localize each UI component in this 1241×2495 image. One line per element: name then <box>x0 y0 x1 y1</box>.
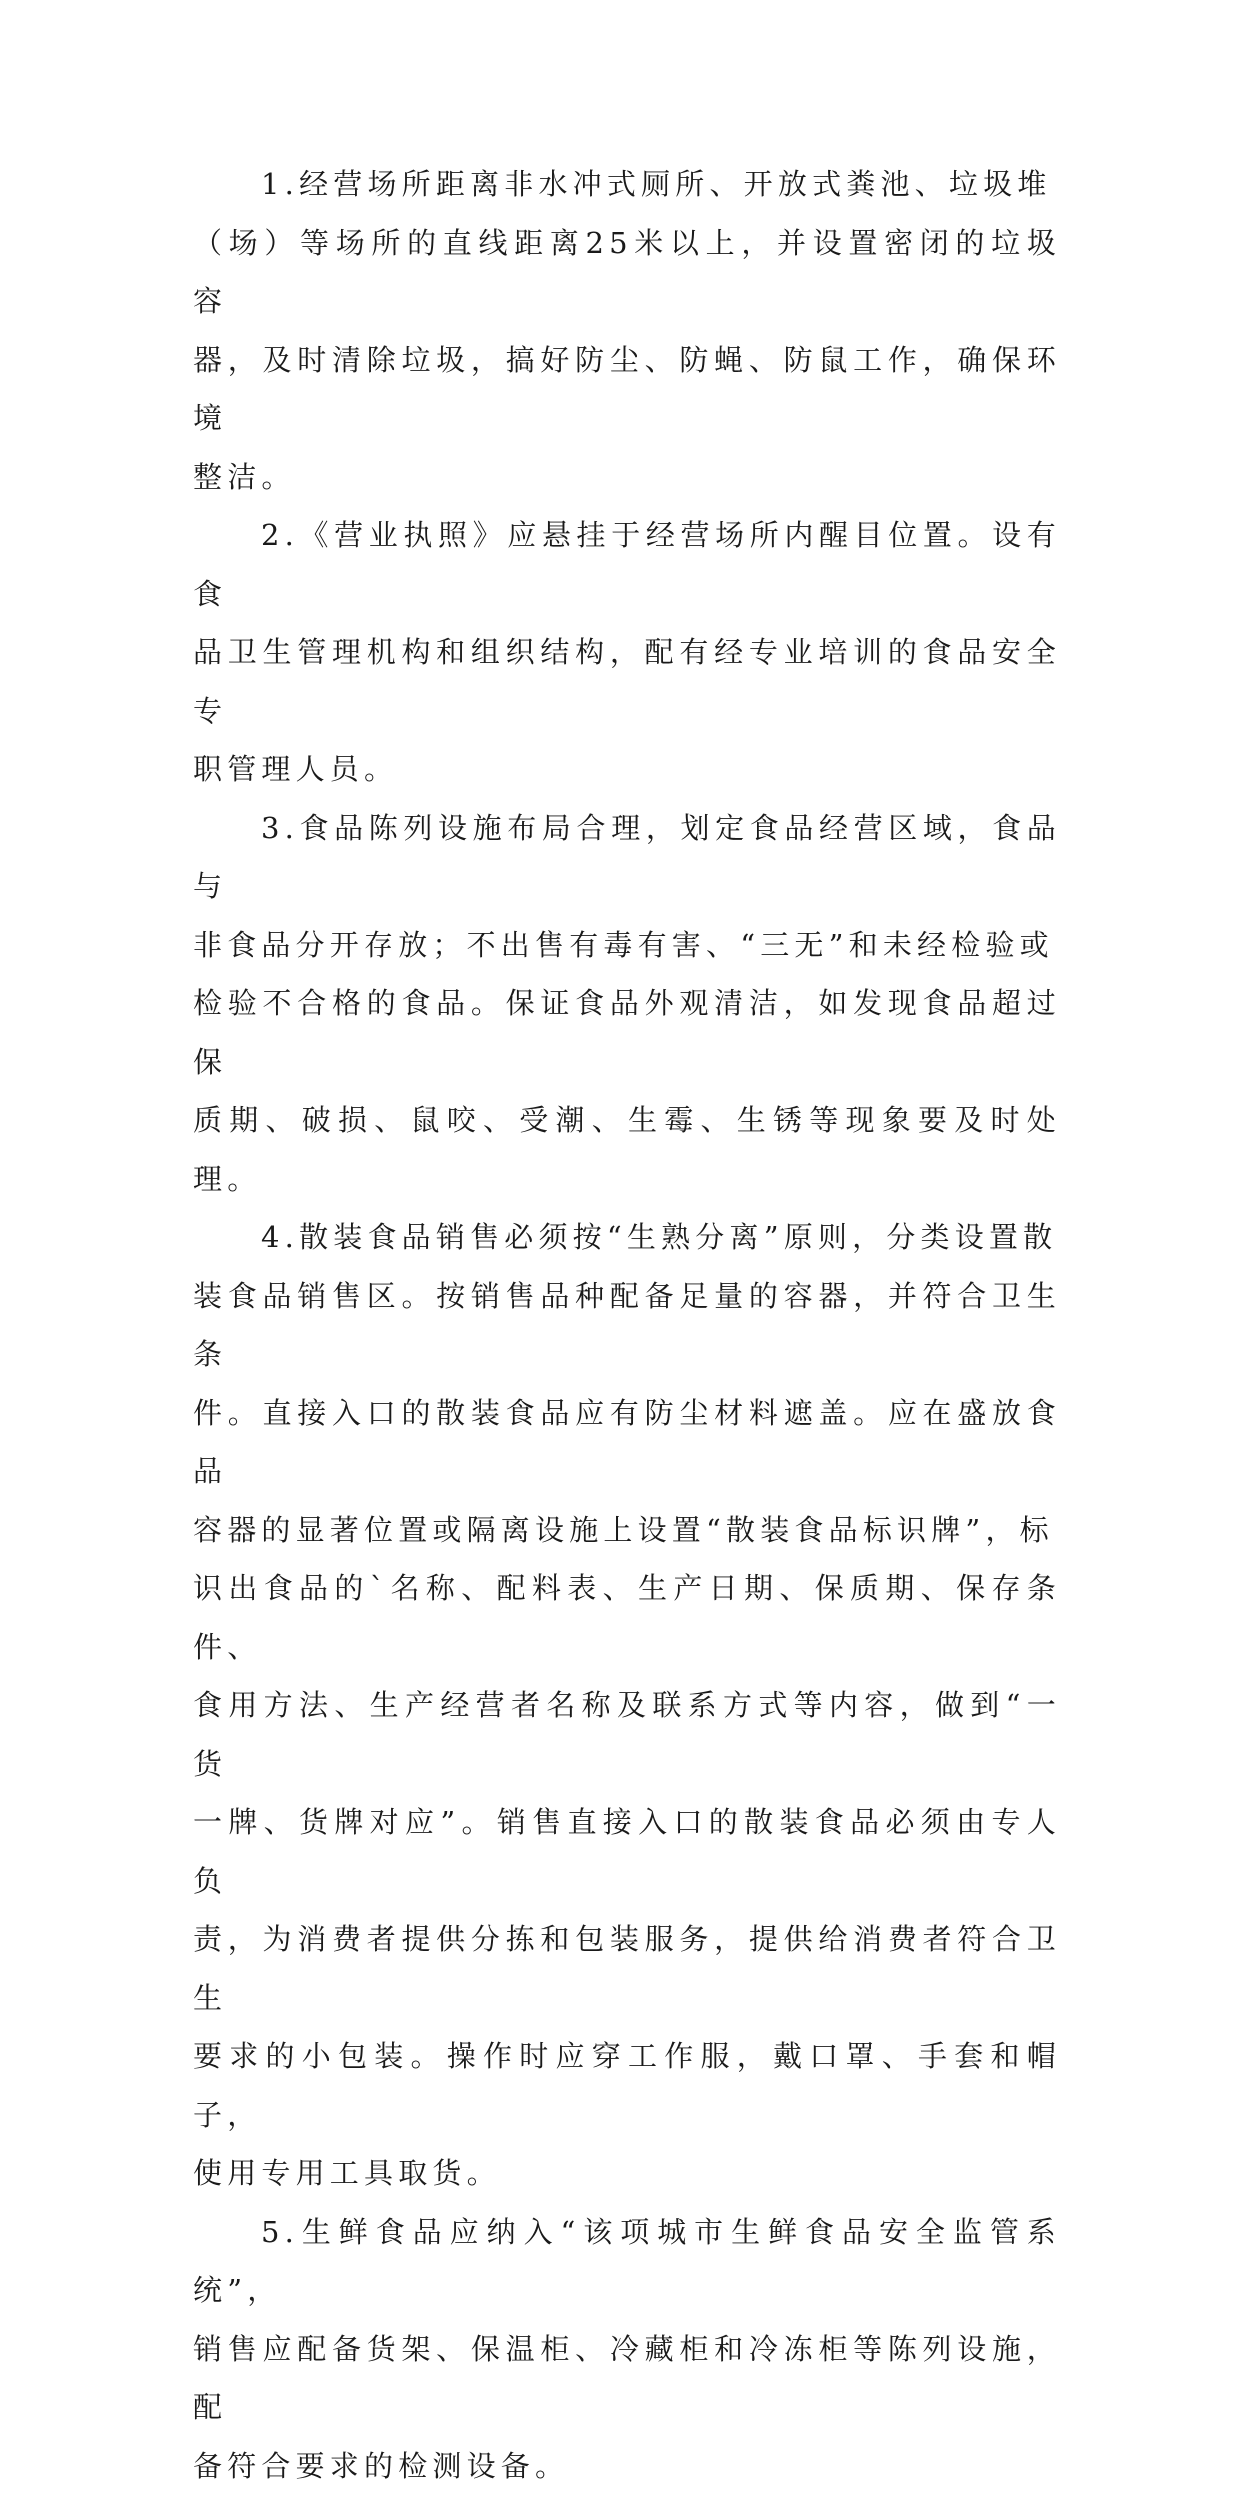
paragraph-4: 4.散装食品销售必须按“生熟分离”原则，分类设置散 装食品销售区。按销售品种配备足量的容器，并符合卫生条 件。直接入口的散装食品应有防尘材料遮盖。应在盛放食品 容器的显著位置或隔离设施上设置“散装食品标识牌”，标 识出食品的`名称、配料表、生产日期、保质期、保存条件、 食用方法、生产经营者名称及联系方式等内容，做到“一货 一牌、货牌对应”。销售直接入口的散装食品必须由专人负 责，为消费者提供分拣和包装服务，提供给消费者符合卫生 要求的小包装。操作时应穿工作服，戴口罩、手套和帽子， 使用专用工具取货。 <box>193 1208 1061 2203</box>
document-body <box>193 155 1061 2495</box>
paragraph-2: 2.《营业执照》应悬挂于经营场所内醒目位置。设有食 品卫生管理机构和组织结构，配有经专业培训的食品安全专 职管理人员。 <box>193 506 1061 799</box>
paragraph-3: 3.食品陈列设施布局合理，划定食品经营区域，食品与 非食品分开存放；不出售有毒有害、“三无”和未经检验或 检验不合格的食品。保证食品外观清洁，如发现食品超过保 质期、破损、鼠咬、受潮、生霉、生锈等现象要及时处理。 <box>193 799 1061 1209</box>
paragraph-1: 1.经营场所距离非水冲式厕所、开放式粪池、垃圾堆 （场）等场所的直线距离25米以上，并设置密闭的垃圾容 器，及时清除垃圾，搞好防尘、防蝇、防鼠工作，确保环境 整洁。 <box>193 155 1061 506</box>
paragraph-5: 5.生鲜食品应纳入“该项城市生鲜食品安全监管系统”， 销售应配备货架、保温柜、冷藏柜和冷冻柜等陈列设施，配 备符合要求的检测设备。 <box>193 2203 1061 2495</box>
